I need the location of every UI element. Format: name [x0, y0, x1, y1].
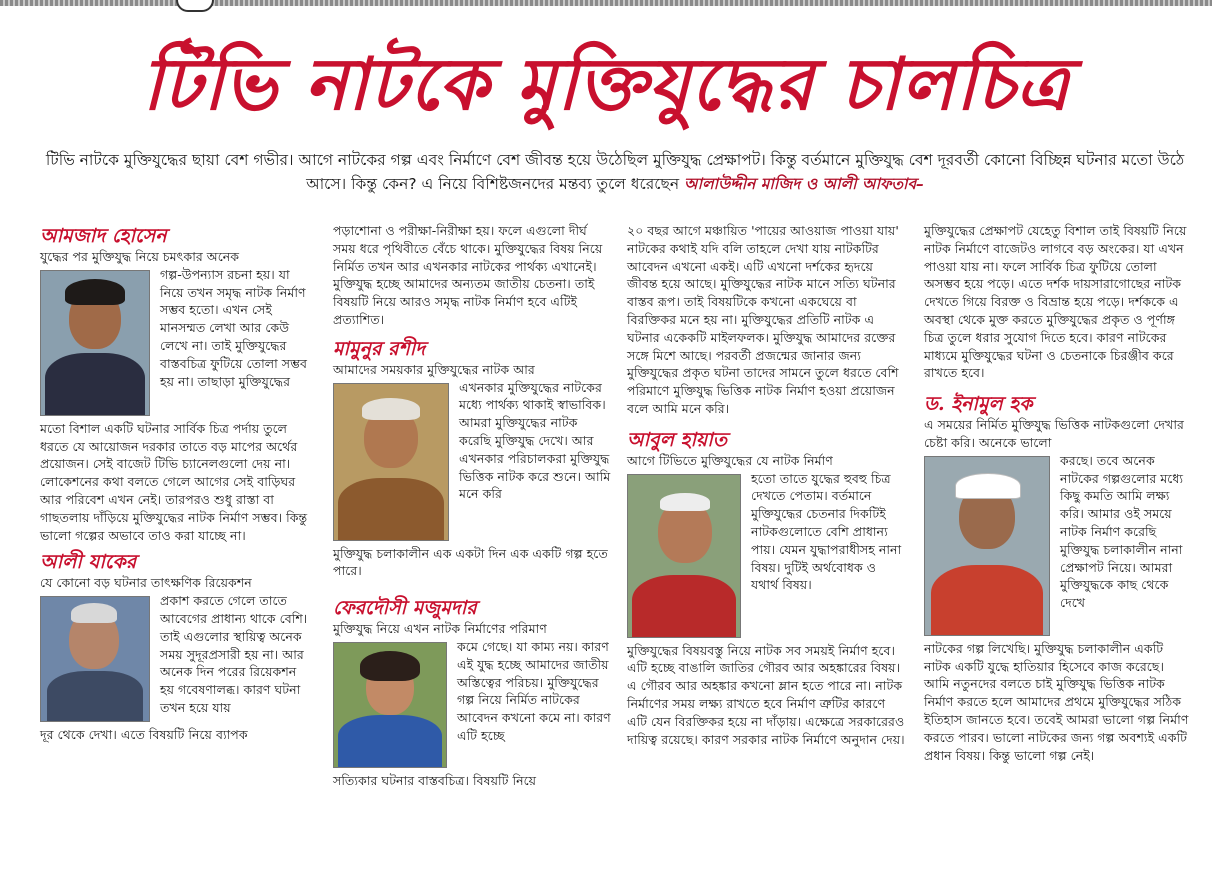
portrait-ali-zaker	[40, 596, 150, 722]
quote-lead-mamunur: আমাদের সময়কার মুক্তিযুদ্ধের নাটক আর	[333, 361, 535, 377]
portrait-inamul-haque	[924, 456, 1050, 636]
intro-paragraph	[40, 148, 1190, 196]
quote-wrap-ali: প্রকাশ করতে গেলে তাতে আবেগের প্রাধান্য থাকে বেশি। তাই এগুলোর স্থায়িত্ব অনেক সময় সুদূরপ্রসারী হয় না। আর অনেক দিন পরের রিয়েকশন হয় গবেষণালব্ধ। কারণ ঘটনা তখন হয়ে যায়	[160, 593, 308, 715]
portrait-amjad-hossain	[40, 270, 150, 416]
column-2	[333, 222, 611, 790]
quote-rest-ferdousi: সত্যিকার ঘটনার বাস্তবচিত্র। বিষয়টি নিয়ে	[333, 772, 537, 788]
person-name-ferdousi: ফেরদৌসী মজুমদার	[333, 597, 477, 620]
quote-wrap-inamul: করছে। তবে অনেক নাটকের গল্পগুলোর মধ্যে কিছু কমতি আমি লক্ষ্য করি। আমার ওই সময়ে নাটক নির্মাণ করেছি মুক্তিযুদ্ধ চলাকালীন নানা প্রেক্ষাপট নিয়ে। আমরা মুক্তিযুদ্ধকে কাছ থেকে দেখে	[1060, 452, 1184, 611]
masthead-ornament	[176, 0, 214, 12]
intro-byline: আলাউদ্দীন মাজিদ ও আলী আফতাব–	[684, 175, 924, 193]
quote-lead-ali: যে কোনো বড় ঘটনার তাৎক্ষণিক রিয়েকশন	[40, 575, 252, 591]
quote-lead-abul: আগে টিভিতে মুক্তিযুদ্ধের যে নাটক নির্মাণ	[627, 452, 833, 468]
quote-rest-ali: দূর থেকে দেখা। এতে বিষয়টি নিয়ে ব্যাপক	[40, 727, 248, 743]
quote-continued-ferdousi: ২০ বছর আগে মঞ্চায়িত 'পায়ের আওয়াজ পাওয়া যায়' নাটকের কথাই যদি বলি তাহলে দেখা যায় নাটকটির আবেদন এখনো একই। এটি এখনো দর্শকের হৃদয়ে জীবন্ত হয়ে আছে। মুক্তিযুদ্ধের নাটক মানে সত্যি ঘটনার বাস্তব রূপ। তাই বিষয়টিকে কখনো একঘেয়ে বা বিরক্তিকর মনে হয় না। মুক্তিযুদ্ধের প্রতিটি নাটক এ ঘটনার একেকটি মাইলফলক। মুক্তিযুদ্ধ আমাদের রক্তের সঙ্গে মিশে আছে। পরবর্তী প্রজন্মের জানার জন্য মুক্তিযুদ্ধের প্রকৃত ঘটনা তাদের সামনে তুলে ধরতে বেশি পরিমাণে মুক্তিযুদ্ধ ভিত্তিক নাটক নির্মাণ হওয়া প্রয়োজন বলে আমি মনে করি।	[627, 223, 899, 416]
person-name-abul: আবুল হায়াত	[627, 428, 727, 451]
page-headline: টিভি নাটকে মুক্তিযুদ্ধের চালচিত্র	[142, 41, 1070, 126]
quote-wrap-abul: হতো তাতে যুদ্ধের হুবহু চিত্র দেখতে পেতাম। বর্তমানে মুক্তিযুদ্ধের চেতনার দিকটিই নাটকগুলোতে বেশি প্রাধান্য পায়। যেমন যুদ্ধাপরাধীসহ নানা বিষয়। দুটিই অর্থবোধক ও যথার্থ বিষয়।	[751, 470, 902, 593]
portrait-ferdousi-majumder	[333, 642, 447, 768]
intro-text: টিভি নাটকে মুক্তিযুদ্ধের ছায়া বেশ গভীর। আগে নাটকের গল্প এবং নির্মাণে বেশ জীবন্ত হয়ে উঠেছিল মুক্তিযুদ্ধ প্রেক্ষাপট। কিন্তু বর্তমানে মুক্তিযুদ্ধ বেশ দূরবর্তী কোনো বিচ্ছিন্ন ঘটনার মতো উঠে আসে। কিন্তু কেন? এ নিয়ে বিশিষ্টজনদের মন্তব্য তুলে ধরেছেন	[45, 151, 1185, 193]
portrait-mamunur-rashid	[333, 383, 449, 541]
column-3	[627, 222, 907, 748]
quote-rest-amjad: মতো বিশাল একটি ঘটনার সার্বিক চিত্র পর্দায় তুলে ধরতে যে আয়োজন দরকার তাতে বড় মাপের অর্থের প্রয়োজন। সেই বাজেট টিভি চ্যানেলগুলো দেয় না। লোকেশনের কথা বলতে গেলে আগের সেই বাড়িঘর আর পরিবেশ এখন নেই। তারপরও শুধু রাস্তা বা গাছতলায় দাঁড়িয়ে মুক্তিযুদ্ধের নাটক নির্মাণ সম্ভব। কিন্তু ভালো গল্পের অভাবে তাও করা যাচ্ছে না।	[40, 420, 308, 543]
quote-lead-amjad: যুদ্ধের পর মুক্তিযুদ্ধ নিয়ে চমৎকার অনেক	[40, 249, 240, 264]
quote-lead-ferdousi: মুক্তিযুদ্ধ নিয়ে এখন নাটক নির্মাণের পরিমাণ	[333, 621, 547, 637]
quote-rest-inamul: নাটকের গল্প লিখেছি। মুক্তিযুদ্ধ চলাকালীন একটি নাটক একটি যুদ্ধে হাতিয়ার হিসেবে কাজ করেছে। আমি নতুনদের বলতে চাই মুক্তিযুদ্ধ ভিত্তিক নাটক নির্মাণ করতে হলে আমাদের প্রথমে মুক্তিযুদ্ধের সঠিক ইতিহাস জানতে হবে। তবেই আমরা ভালো গল্প নির্মাণ করতে পারব। ভালো নাটকের জন্য গল্প অবশ্যই একটি প্রধান বিষয়। কিন্তু ভালো গল্প নেই।	[924, 640, 1189, 763]
quote-lead-inamul: এ সময়ের নির্মিত মুক্তিযুদ্ধ ভিত্তিক নাটকগুলো দেখার চেষ্টা করি। অনেকে ভালো	[924, 417, 1184, 450]
person-name-mamunur: মামুনুর রশীদ	[333, 337, 426, 360]
quote-wrap-mamunur: এখনকার মুক্তিযুদ্ধের নাটকের মধ্যে পার্থক্য থাকাই স্বাভাবিক। আমরা মুক্তিযুদ্ধের নাটক করেছি মুক্তিযুদ্ধ দেখে। আর এখনকার পরিচালকরা মুক্তিযুদ্ধ ভিত্তিক নাটক করে শুনে। আমি মনে করি	[459, 379, 611, 502]
quote-wrap-amjad: গল্প-উপন্যাস রচনা হয়। যা নিয়ে তখন সমৃদ্ধ নাটক নির্মাণ সম্ভব হতো। এখন সেই মানসম্মত লেখা আর কেউ লেখে না। তাই মুক্তিযুদ্ধের বাস্তবচিত্র ফুটিয়ে তোলা সম্ভব হয় না। তাছাড়া মুক্তিযুদ্ধের	[160, 266, 308, 389]
person-name-inamul: ড. ইনামুল হক	[924, 393, 1033, 416]
quote-wrap-ferdousi: কমে গেছে। যা কাম্য নয়। কারণ এই যুদ্ধ হচ্ছে আমাদের জাতীয় অস্তিত্বের পরিচয়। মুক্তিযুদ্ধের গল্প নিয়ে নির্মিত নাটকের আবেদন কখনো কমে না। কারণ এটি হচ্ছে	[457, 638, 611, 743]
portrait-abul-hayat	[627, 474, 741, 638]
column-4	[924, 222, 1192, 764]
quote-rest-abul: মুক্তিযুদ্ধের বিষয়বস্তু নিয়ে নাটক সব সময়ই নির্মাণ হবে। এটি হচ্ছে বাঙালি জাতির গৌরব আর অহঙ্কারের বিষয়। এ গৌরব আর অহঙ্কার কখনো ম্লান হতে পারে না। নাটক নির্মাণের সময় লক্ষ্য রাখতে হবে নির্মাণ ত্রুটির কারণে এটি যেন বিরক্তিকর হয়ে না দাঁড়ায়। এক্ষেত্রে সরকারেরও দায়িত্ব রয়েছে। কারণ সরকার নাটক নির্মাণে অনুদান দেয়।	[627, 642, 905, 747]
person-name-amjad: আমজাদ হোসেন	[40, 225, 167, 247]
column-1	[40, 222, 310, 744]
person-name-ali: আলী যাকের	[40, 551, 137, 574]
quote-continued-ali: পড়াশোনা ও পরীক্ষা-নিরীক্ষা হয়। ফলে এগুলো দীর্ঘ সময় ধরে পৃথিবীতে বেঁচে থাকে। মুক্তিযুদ্ধের বিষয় নিয়ে নির্মিত তখন আর এখনকার নাটকের পার্থক্য এখানেই। মুক্তিযুদ্ধ হচ্ছে আমাদের অন্যতম জাতীয় চেতনা। তাই বিষয়টি নিয়ে আরও সমৃদ্ধ নাটক নির্মাণ হবে এটিই প্রত্যাশিত।	[333, 223, 603, 327]
quote-rest-mamunur: মুক্তিযুদ্ধ চলাকালীন এক একটা দিন এক একটি গল্প হতে পারে।	[333, 545, 608, 579]
quote-continued-abul: মুক্তিযুদ্ধের প্রেক্ষাপট যেহেতু বিশাল তাই বিষয়টি নিয়ে নাটক নির্মাণে বাজেটও লাগবে বড় অংকের। যা এখন পাওয়া যায় না। ফলে সার্বিক চিত্র ফুটিয়ে তোলা অসম্ভব হয়ে পড়ে। এতে দর্শক দায়সারাগোছের নাটক দেখতে গিয়ে বিরক্ত ও বিভ্রান্ত হয়ে পড়ে। দর্শককে এ অবস্থা থেকে মুক্ত করতে মুক্তিযুদ্ধের প্রকৃত ও পূর্ণাঙ্গ চিত্র তুলে ধরার সুযোগ দিতে হবে। কারণ নাটকের মাধ্যমে মুক্তিযুদ্ধের ঘটনা ও চেতনাকে চিরঞ্জীব করে রাখতে হবে।	[924, 223, 1187, 381]
